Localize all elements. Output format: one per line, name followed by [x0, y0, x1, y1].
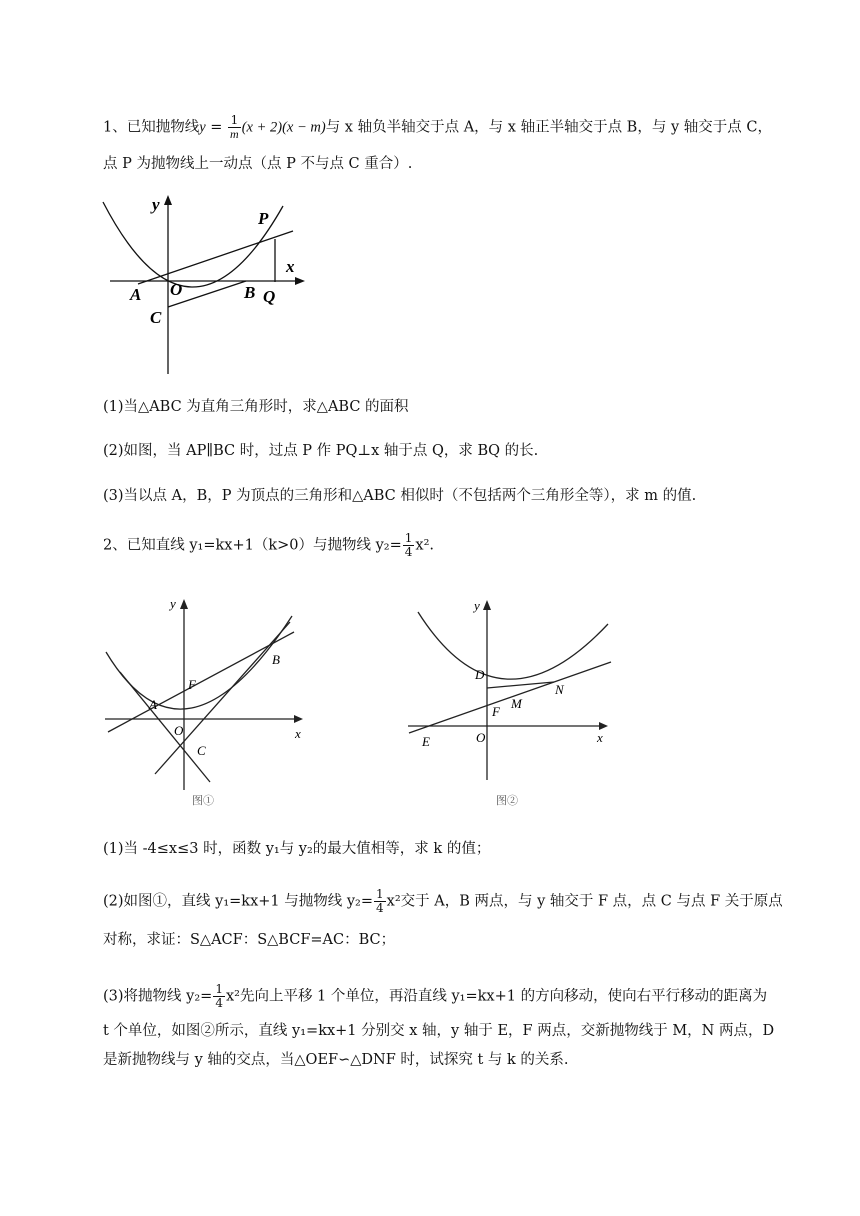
fig2a-line-BC	[155, 622, 290, 774]
fig1-label-y: y	[152, 195, 160, 214]
problem1-stem-line1	[103, 114, 772, 141]
problem2-fraction	[403, 532, 415, 559]
problem1-stem-prefix: 1、已知抛物线	[103, 119, 200, 136]
problem1-frac-den: m	[230, 127, 239, 141]
problem2-stem-prefix: 2、已知直线 y₁=kx+1（k>0）与抛物线 y₂=	[103, 537, 402, 554]
problem1-question1: (1)当△ABC 为直角三角形时，求△ABC 的面积	[103, 399, 409, 415]
problem2-q2-suffix: x²交于 A，B 两点，与 y 轴交于 F 点，点 C 与点 F 关于原点	[386, 893, 783, 910]
problem1-fraction	[228, 114, 241, 141]
fig2a-x-axis-arrow	[294, 715, 303, 723]
fig2b-label-M: M	[511, 696, 522, 711]
problem2-q3-fraction	[213, 983, 225, 1010]
problem2-q3-frac-num: 1	[215, 982, 223, 996]
fig1-label-C: C	[150, 308, 162, 327]
fig2b-label-O: O	[476, 730, 486, 745]
problem2-frac-num: 1	[404, 531, 413, 545]
fig2a-label-B: B	[272, 652, 280, 667]
problem1-question3: (3)当以点 A，B，P 为顶点的三角形和△ABC 相似时（不包括两个三角形全等），求 m 的值.	[103, 488, 697, 504]
fig2b-label-F: F	[492, 704, 500, 719]
fig2b-label-y: y	[474, 598, 480, 613]
fig2a-label-F: F	[188, 677, 196, 692]
problem1-figure	[100, 190, 320, 380]
problem2-q2-frac-num: 1	[376, 887, 384, 901]
problem2-question2-line2: 对称，求证：S△ACF：S△BCF=AC：BC；	[103, 932, 396, 948]
problem1-frac-num: 1	[228, 114, 241, 128]
fig2a-caption: 图①	[192, 795, 214, 807]
problem1-question2: (2)如图，当 AP∥BC 时，过点 P 作 PQ⊥x 轴于点 Q，求 BQ 的长.	[103, 443, 539, 459]
problem1-eq-sign: =	[205, 119, 228, 136]
fig2b-label-D: D	[475, 667, 485, 682]
fig1-label-Q: Q	[263, 287, 276, 306]
fig1-label-O: O	[170, 280, 183, 299]
line-AP	[138, 231, 293, 284]
fig1-label-A: A	[130, 285, 142, 304]
problem2-q3-frac-den: 4	[215, 996, 223, 1010]
fig2b-x-axis-arrow	[599, 722, 608, 730]
fig2a-parabola	[106, 616, 292, 709]
problem2-question3-line3: 是新抛物线与 y 轴的交点，当△OEF∽△DNF 时，试探究 t 与 k 的关系.	[103, 1052, 569, 1068]
fig2b-label-x: x	[597, 730, 603, 745]
problem2-q3-suffix: x²先向上平移 1 个单位，再沿直线 y₁=kx+1 的方向移动，使向右平行移动的距离为	[225, 988, 768, 1005]
problem2-question2-line1	[103, 888, 783, 915]
fig2a-label-x: x	[295, 726, 301, 741]
fig2a-label-O: O	[174, 723, 184, 738]
problem1-eq-tail: (x + 2)(x − m)	[241, 119, 326, 136]
problem2-q2-prefix: (2)如图①，直线 y₁=kx+1 与抛物线 y₂=	[103, 893, 374, 910]
fig2b-caption: 图②	[496, 795, 518, 807]
y-axis-arrow	[164, 195, 172, 205]
fig1-label-x: x	[286, 257, 295, 276]
problem2-question1: (1)当 -4≤x≤3 时，函数 y₁与 y₂的最大值相等，求 k 的值；	[103, 841, 491, 857]
fig1-label-P: P	[258, 209, 269, 228]
fig2a-label-A: A	[149, 697, 157, 712]
problem2-q2-frac-den: 4	[376, 901, 384, 915]
problem2-figure1	[100, 592, 315, 812]
problem2-q3-prefix: (3)将抛物线 y₂=	[103, 988, 213, 1005]
problem1-stem-line2: 点 P 为抛物线上一动点（点 P 不与点 C 重合）.	[103, 156, 413, 172]
fig2a-y-axis-arrow	[180, 599, 188, 609]
fig2b-line-EN	[409, 662, 611, 733]
x-axis-arrow	[295, 277, 305, 285]
problem2-q2-fraction	[374, 888, 386, 915]
problem2-frac-den: 4	[404, 545, 413, 559]
fig2b-y-axis-arrow	[483, 600, 491, 610]
problem2-question3-line1	[103, 983, 767, 1010]
problem1-stem-suffix: 与 x 轴负半轴交于点 A，与 x 轴正半轴交于点 B，与 y 轴交于点 C，	[325, 119, 772, 136]
problem1-eq-y: y	[199, 119, 206, 136]
problem2-stem	[103, 532, 434, 559]
problem2-stem-suffix: x².	[415, 537, 434, 554]
problem2-question3-line2: t 个单位，如图②所示，直线 y₁=kx+1 分别交 x 轴，y 轴于 E，F 两点，交新抛物线于 M，N 两点，D	[103, 1023, 775, 1039]
fig2b-label-E: E	[422, 734, 430, 749]
fig2a-line-AB	[108, 632, 294, 732]
fig2b-parabola	[418, 612, 608, 679]
fig2a-label-C: C	[197, 743, 206, 758]
problem2-figure2	[403, 592, 618, 812]
parabola	[103, 202, 283, 287]
fig2b-label-N: N	[555, 682, 564, 697]
fig2a-label-y: y	[170, 596, 176, 611]
fig1-label-B: B	[244, 283, 256, 302]
